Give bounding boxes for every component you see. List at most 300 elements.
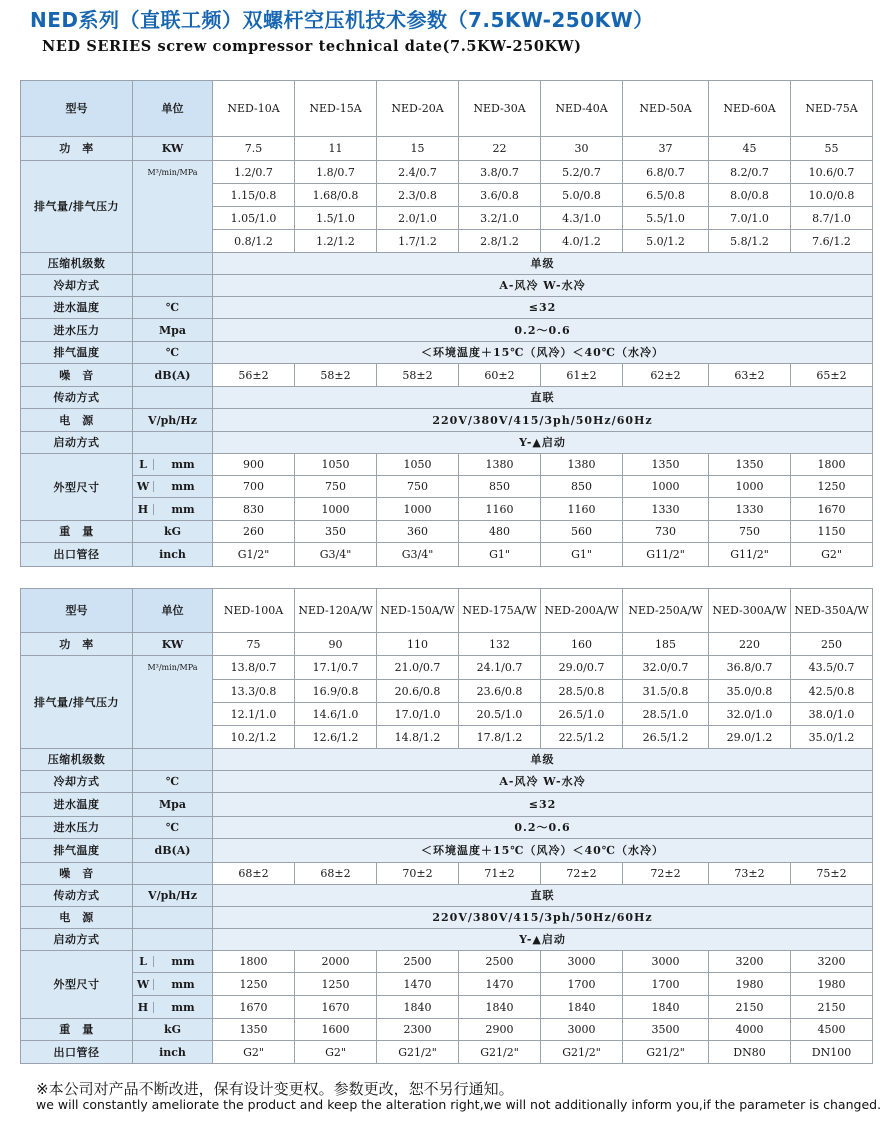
stage-value: 单级 [213, 253, 873, 275]
stage-value: 单级 [213, 749, 873, 771]
flow-value: 1.68/0.8 [295, 184, 377, 207]
row-unit [133, 863, 213, 885]
weight-value: 3500 [623, 1019, 709, 1041]
flow-value: 14.8/1.2 [377, 726, 459, 749]
flow-value: 1.15/0.8 [213, 184, 295, 207]
model-name: NED-250A/W [623, 589, 709, 633]
exhaust-temp-value: ＜环境温度＋15℃（风冷）＜40℃（水冷） [213, 342, 873, 364]
outlet-value: G1/2" [213, 543, 295, 567]
flow-value: 14.6/1.0 [295, 703, 377, 726]
note-chinese: ※本公司对产品不断改进，保有设计变更权。参数更改，恕不另行通知。 [36, 1080, 514, 1098]
outlet-value: G2" [295, 1041, 377, 1064]
dimension-value: 1840 [377, 996, 459, 1019]
dimension-value: 850 [459, 476, 541, 498]
dimension-value: 1250 [295, 973, 377, 996]
outlet-value: G21/2" [541, 1041, 623, 1064]
weight-value: 360 [377, 521, 459, 543]
dimension-value: 2500 [459, 951, 541, 973]
table-row [21, 973, 873, 996]
flow-value: 8.2/0.7 [709, 161, 791, 184]
table-row [21, 589, 873, 633]
model-name: NED-10A [213, 81, 295, 137]
table-row [21, 364, 873, 387]
table-row [21, 793, 873, 817]
power-value: 75 [213, 633, 295, 656]
weight-value: 750 [709, 521, 791, 543]
flow-value: 5.2/0.7 [541, 161, 623, 184]
row-unit: dB(A) [133, 364, 213, 387]
dimension-value: 3200 [791, 951, 873, 973]
row-unit: ℃ [133, 297, 213, 319]
row-unit [133, 907, 213, 929]
row-label: 进水温度 [21, 793, 133, 817]
header-unit-label: 单位 [133, 589, 213, 633]
model-name: NED-15A [295, 81, 377, 137]
dimension-unit-cell [133, 454, 213, 476]
outlet-value: G21/2" [459, 1041, 541, 1064]
noise-value: 68±2 [295, 863, 377, 885]
row-label: 进水压力 [21, 817, 133, 839]
flow-value: 32.0/1.0 [709, 703, 791, 726]
note-english: we will constantly ameliorate the product and keep the alteration right,we will not additionally inform you,if the parameter is changed. [36, 1097, 882, 1112]
outlet-value: G2" [791, 543, 873, 567]
power-supply-value: 220V/380V/415/3ph/50Hz/60Hz [213, 409, 873, 432]
dimension-value: 1380 [541, 454, 623, 476]
dimension-value: 1380 [459, 454, 541, 476]
flow-value: 12.6/1.2 [295, 726, 377, 749]
table-row [21, 498, 873, 521]
water-pressure-value: 0.2～0.6 [213, 817, 873, 839]
flow-value: 3.8/0.7 [459, 161, 541, 184]
row-unit: V/ph/Hz [133, 409, 213, 432]
water-temp-value: ≤32 [213, 793, 873, 817]
dimension-value: 1330 [623, 498, 709, 521]
dimension-value: 1470 [377, 973, 459, 996]
outlet-value: DN80 [709, 1041, 791, 1064]
row-unit: kG [133, 521, 213, 543]
flow-value: 6.8/0.7 [623, 161, 709, 184]
row-label: 重 量 [21, 521, 133, 543]
cooling-value: A-风冷 W-水冷 [213, 275, 873, 297]
dimension-value: 1250 [791, 476, 873, 498]
flow-value: 26.5/1.0 [541, 703, 623, 726]
noise-value: 73±2 [709, 863, 791, 885]
outlet-value: DN100 [791, 1041, 873, 1064]
row-unit: inch [133, 543, 213, 567]
table-row [21, 929, 873, 951]
table-row [21, 275, 873, 297]
table-row [21, 633, 873, 656]
power-value: 90 [295, 633, 377, 656]
dimension-value: 2500 [377, 951, 459, 973]
dimension-value: 1000 [377, 498, 459, 521]
table-row [21, 996, 873, 1019]
dimension-value: 750 [295, 476, 377, 498]
row-label: 压缩机级数 [21, 749, 133, 771]
dimension-value: 1050 [377, 454, 459, 476]
row-unit: M³/min/MPa [133, 161, 213, 253]
dimension-value: 1700 [623, 973, 709, 996]
flow-value: 2.4/0.7 [377, 161, 459, 184]
dimension-value: 2000 [295, 951, 377, 973]
power-value: 15 [377, 137, 459, 161]
dimension-value: 1000 [295, 498, 377, 521]
row-label: 冷却方式 [21, 275, 133, 297]
dimension-value: 1000 [623, 476, 709, 498]
dimension-unit: mm [171, 955, 195, 968]
flow-value: 42.5/0.8 [791, 680, 873, 703]
flow-value: 28.5/1.0 [623, 703, 709, 726]
power-value: 7.5 [213, 137, 295, 161]
table-row [21, 432, 873, 454]
table-row [21, 342, 873, 364]
dimension-value: 1980 [791, 973, 873, 996]
dimension-unit: mm [171, 1000, 195, 1014]
flow-value: 4.0/1.2 [541, 230, 623, 253]
model-name: NED-350A/W [791, 589, 873, 633]
noise-value: 70±2 [377, 863, 459, 885]
row-label: 传动方式 [21, 885, 133, 907]
outlet-value: G3/4" [377, 543, 459, 567]
row-label: 外型尺寸 [21, 951, 133, 1019]
flow-value: 35.0/1.2 [791, 726, 873, 749]
row-label: 排气量/排气压力 [21, 656, 133, 749]
row-label: 电 源 [21, 907, 133, 929]
model-name: NED-30A [459, 81, 541, 137]
flow-value: 20.5/1.0 [459, 703, 541, 726]
cooling-value: A-风冷 W-水冷 [213, 771, 873, 793]
noise-value: 72±2 [623, 863, 709, 885]
flow-value: 2.3/0.8 [377, 184, 459, 207]
weight-value: 350 [295, 521, 377, 543]
flow-value: 5.0/1.2 [623, 230, 709, 253]
model-name: NED-50A [623, 81, 709, 137]
exhaust-temp-value: ＜环境温度＋15℃（风冷）＜40℃（水冷） [213, 839, 873, 863]
flow-value: 24.1/0.7 [459, 656, 541, 680]
dimension-value: 1980 [709, 973, 791, 996]
power-value: 250 [791, 633, 873, 656]
dimension-unit: mm [171, 480, 195, 493]
dimension-unit-cell [133, 498, 213, 521]
start-value: Y-▲启动 [213, 929, 873, 951]
dimension-value: 1800 [791, 454, 873, 476]
table-row [21, 319, 873, 342]
dimension-value: 700 [213, 476, 295, 498]
dimension-axis: L [133, 956, 154, 967]
dimension-unit: mm [171, 502, 195, 516]
water-pressure-value: 0.2～0.6 [213, 319, 873, 342]
header-unit-label: 单位 [133, 81, 213, 137]
noise-value: 58±2 [295, 364, 377, 387]
weight-value: 1150 [791, 521, 873, 543]
dimension-value: 3200 [709, 951, 791, 973]
outlet-value: G21/2" [377, 1041, 459, 1064]
dimension-value: 3000 [623, 951, 709, 973]
power-value: 220 [709, 633, 791, 656]
dimension-value: 750 [377, 476, 459, 498]
table-row [21, 81, 873, 137]
flow-value: 29.0/1.2 [709, 726, 791, 749]
row-label: 功 率 [21, 633, 133, 656]
noise-value: 68±2 [213, 863, 295, 885]
weight-value: 260 [213, 521, 295, 543]
row-label: 排气温度 [21, 342, 133, 364]
power-value: 30 [541, 137, 623, 161]
weight-value: 2900 [459, 1019, 541, 1041]
dimension-axis: L [133, 459, 154, 470]
weight-value: 4000 [709, 1019, 791, 1041]
row-label: 重 量 [21, 1019, 133, 1041]
dimension-value: 850 [541, 476, 623, 498]
row-unit [133, 929, 213, 951]
dimension-value: 1670 [295, 996, 377, 1019]
row-unit [133, 749, 213, 771]
row-label: 压缩机级数 [21, 253, 133, 275]
table-row [21, 297, 873, 319]
dimension-unit-cell [133, 476, 213, 498]
weight-value: 560 [541, 521, 623, 543]
flow-value: 17.1/0.7 [295, 656, 377, 680]
outlet-value: G1" [459, 543, 541, 567]
power-value: 185 [623, 633, 709, 656]
model-name: NED-20A [377, 81, 459, 137]
flow-value: 22.5/1.2 [541, 726, 623, 749]
noise-value: 61±2 [541, 364, 623, 387]
row-unit: inch [133, 1041, 213, 1064]
row-unit: KW [133, 137, 213, 161]
flow-value: 1.2/1.2 [295, 230, 377, 253]
table-row [21, 409, 873, 432]
row-label: 出口管径 [21, 1041, 133, 1064]
flow-value: 5.0/0.8 [541, 184, 623, 207]
row-label: 出口管径 [21, 543, 133, 567]
dimension-unit: mm [171, 977, 195, 991]
row-unit [133, 253, 213, 275]
water-temp-value: ≤32 [213, 297, 873, 319]
table-row [21, 749, 873, 771]
row-unit: kG [133, 1019, 213, 1041]
flow-value: 28.5/0.8 [541, 680, 623, 703]
flow-value: 36.8/0.7 [709, 656, 791, 680]
table-row [21, 951, 873, 973]
table-row [21, 817, 873, 839]
model-name: NED-300A/W [709, 589, 791, 633]
dimension-value: 1840 [541, 996, 623, 1019]
row-unit: KW [133, 633, 213, 656]
flow-value: 6.5/0.8 [623, 184, 709, 207]
table-row [21, 387, 873, 409]
table-row [21, 161, 873, 184]
drive-value: 直联 [213, 387, 873, 409]
page-subtitle: NED SERIES screw compressor technical date(7.5KW-250KW) [42, 38, 582, 55]
noise-value: 71±2 [459, 863, 541, 885]
table-row [21, 454, 873, 476]
dimension-value: 3000 [541, 951, 623, 973]
flow-value: 35.0/0.8 [709, 680, 791, 703]
flow-value: 5.5/1.0 [623, 207, 709, 230]
flow-value: 20.6/0.8 [377, 680, 459, 703]
row-unit: M³/min/MPa [133, 656, 213, 749]
flow-value: 2.8/1.2 [459, 230, 541, 253]
dimension-value: 900 [213, 454, 295, 476]
flow-value: 13.8/0.7 [213, 656, 295, 680]
flow-value: 7.6/1.2 [791, 230, 873, 253]
weight-value: 480 [459, 521, 541, 543]
power-value: 55 [791, 137, 873, 161]
outlet-value: G1" [541, 543, 623, 567]
row-label: 进水温度 [21, 297, 133, 319]
flow-value: 38.0/1.0 [791, 703, 873, 726]
weight-value: 1600 [295, 1019, 377, 1041]
flow-value: 13.3/0.8 [213, 680, 295, 703]
row-label: 进水压力 [21, 319, 133, 342]
row-label: 排气温度 [21, 839, 133, 863]
header-model-label: 型号 [21, 81, 133, 137]
flow-value: 1.5/1.0 [295, 207, 377, 230]
flow-value: 32.0/0.7 [623, 656, 709, 680]
dimension-value: 1840 [623, 996, 709, 1019]
row-label: 传动方式 [21, 387, 133, 409]
outlet-value: G11/2" [623, 543, 709, 567]
row-label: 启动方式 [21, 432, 133, 454]
flow-value: 26.5/1.2 [623, 726, 709, 749]
noise-value: 56±2 [213, 364, 295, 387]
row-unit: ℃ [133, 817, 213, 839]
row-unit: ℃ [133, 771, 213, 793]
flow-value: 23.6/0.8 [459, 680, 541, 703]
dimension-value: 1160 [541, 498, 623, 521]
flow-value: 1.8/0.7 [295, 161, 377, 184]
dimension-value: 1670 [213, 996, 295, 1019]
noise-value: 58±2 [377, 364, 459, 387]
row-label: 噪 音 [21, 364, 133, 387]
power-value: 22 [459, 137, 541, 161]
table-row [21, 1041, 873, 1064]
power-value: 45 [709, 137, 791, 161]
flow-value: 17.8/1.2 [459, 726, 541, 749]
model-name: NED-150A/W [377, 589, 459, 633]
dimension-value: 1800 [213, 951, 295, 973]
power-supply-value: 220V/380V/415/3ph/50Hz/60Hz [213, 907, 873, 929]
noise-value: 65±2 [791, 364, 873, 387]
row-unit: ℃ [133, 342, 213, 364]
model-name: NED-40A [541, 81, 623, 137]
weight-value: 3000 [541, 1019, 623, 1041]
model-name: NED-60A [709, 81, 791, 137]
row-unit [133, 387, 213, 409]
flow-value: 7.0/1.0 [709, 207, 791, 230]
flow-value: 4.3/1.0 [541, 207, 623, 230]
row-unit [133, 432, 213, 454]
row-label: 启动方式 [21, 929, 133, 951]
model-name: NED-120A/W [295, 589, 377, 633]
dimension-value: 1470 [459, 973, 541, 996]
flow-value: 31.5/0.8 [623, 680, 709, 703]
power-value: 160 [541, 633, 623, 656]
dimension-value: 2150 [791, 996, 873, 1019]
power-value: 132 [459, 633, 541, 656]
drive-value: 直联 [213, 885, 873, 907]
power-value: 11 [295, 137, 377, 161]
table-row [21, 476, 873, 498]
spec-table-2 [20, 588, 873, 1064]
model-name: NED-175A/W [459, 589, 541, 633]
flow-value: 8.0/0.8 [709, 184, 791, 207]
row-label: 排气量/排气压力 [21, 161, 133, 253]
power-value: 110 [377, 633, 459, 656]
flow-value: 1.7/1.2 [377, 230, 459, 253]
flow-value: 8.7/1.0 [791, 207, 873, 230]
dimension-value: 830 [213, 498, 295, 521]
dimension-axis: H [133, 1002, 154, 1013]
table-row [21, 885, 873, 907]
start-value: Y-▲启动 [213, 432, 873, 454]
table-row [21, 656, 873, 680]
dimension-value: 1330 [709, 498, 791, 521]
noise-value: 75±2 [791, 863, 873, 885]
page-title: NED系列（直联工频）双螺杆空压机技术参数（7.5KW-250KW） [30, 8, 654, 32]
dimension-unit-cell [133, 973, 213, 996]
flow-value: 12.1/1.0 [213, 703, 295, 726]
flow-value: 2.0/1.0 [377, 207, 459, 230]
flow-value: 21.0/0.7 [377, 656, 459, 680]
flow-value: 1.2/0.7 [213, 161, 295, 184]
weight-value: 2300 [377, 1019, 459, 1041]
flow-value: 3.6/0.8 [459, 184, 541, 207]
noise-value: 63±2 [709, 364, 791, 387]
flow-value: 5.8/1.2 [709, 230, 791, 253]
dimension-axis: W [133, 481, 154, 492]
table-row [21, 1019, 873, 1041]
row-label: 电 源 [21, 409, 133, 432]
dimension-value: 1250 [213, 973, 295, 996]
row-label: 功 率 [21, 137, 133, 161]
row-unit [133, 275, 213, 297]
dimension-value: 1000 [709, 476, 791, 498]
flow-value: 16.9/0.8 [295, 680, 377, 703]
row-unit: dB(A) [133, 839, 213, 863]
outlet-value: G3/4" [295, 543, 377, 567]
flow-value: 10.6/0.7 [791, 161, 873, 184]
model-name: NED-200A/W [541, 589, 623, 633]
row-label: 冷却方式 [21, 771, 133, 793]
dimension-unit: mm [171, 458, 195, 471]
flow-value: 1.05/1.0 [213, 207, 295, 230]
model-name: NED-100A [213, 589, 295, 633]
dimension-value: 1350 [709, 454, 791, 476]
dimension-value: 1160 [459, 498, 541, 521]
dimension-value: 2150 [709, 996, 791, 1019]
row-unit: Mpa [133, 319, 213, 342]
table-row [21, 839, 873, 863]
table-row [21, 771, 873, 793]
dimension-value: 1670 [791, 498, 873, 521]
table-row [21, 521, 873, 543]
dimension-unit-cell [133, 996, 213, 1019]
dimension-value: 1050 [295, 454, 377, 476]
weight-value: 1350 [213, 1019, 295, 1041]
noise-value: 62±2 [623, 364, 709, 387]
flow-value: 29.0/0.7 [541, 656, 623, 680]
header-model-label: 型号 [21, 589, 133, 633]
table-row [21, 253, 873, 275]
row-unit: V/ph/Hz [133, 885, 213, 907]
weight-value: 730 [623, 521, 709, 543]
outlet-value: G21/2" [623, 1041, 709, 1064]
dimension-value: 1350 [623, 454, 709, 476]
dimension-axis: W [133, 979, 154, 990]
flow-value: 0.8/1.2 [213, 230, 295, 253]
